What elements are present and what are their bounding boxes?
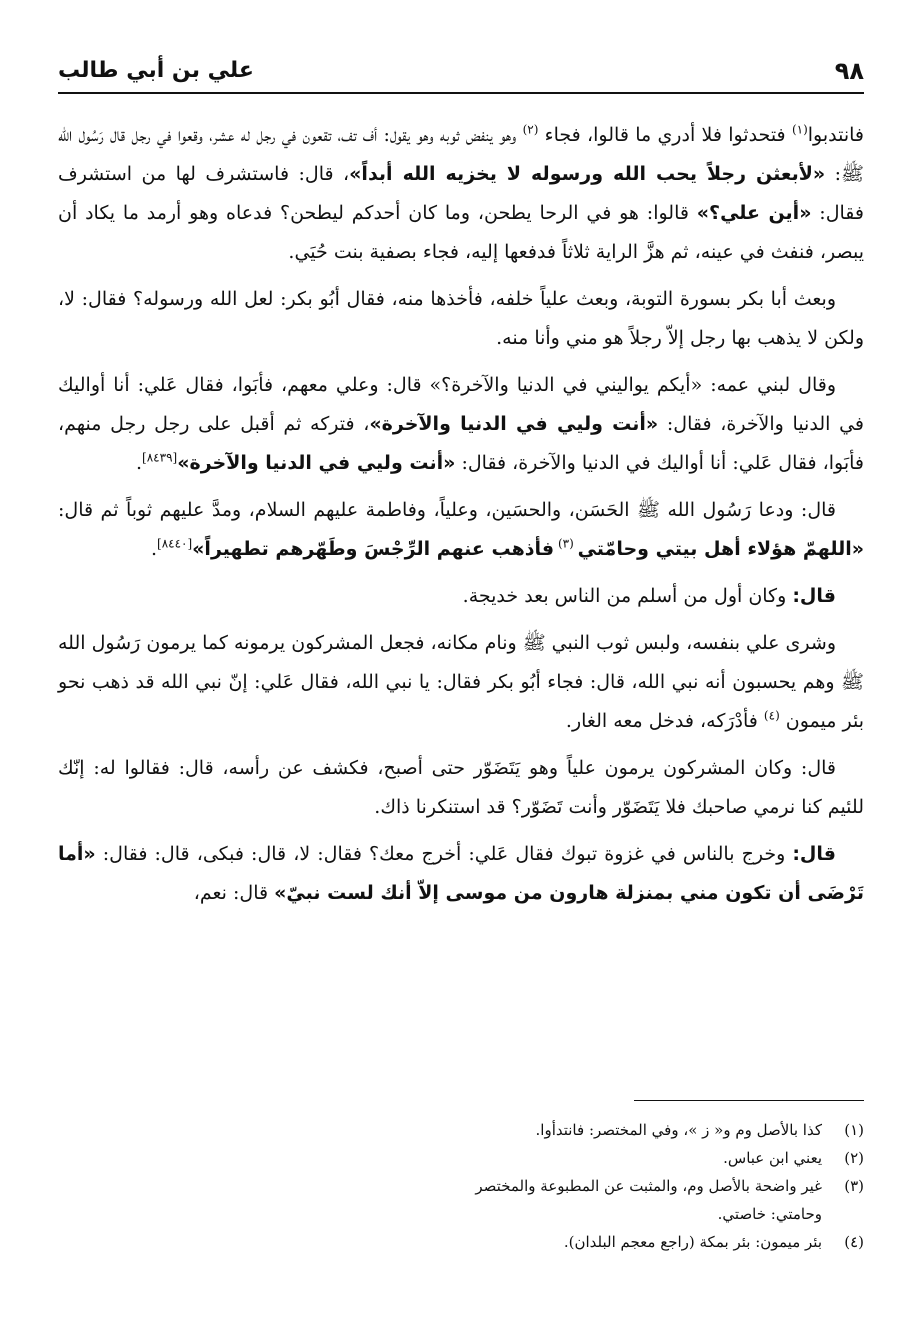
footnote-continuation: وحامتي: خاصتي. <box>717 1205 822 1223</box>
body-paragraph <box>58 577 864 616</box>
footnote <box>58 1116 864 1144</box>
text-run: فانتدبوا <box>807 124 865 146</box>
page-header <box>58 52 864 94</box>
body-paragraph <box>58 366 864 483</box>
text-run: وشرى علي بنفسه، ولبس ثوب النبي ﷺ ونام مكانه، فجعل المشركون يرمونه كما يرمون رَسُول الله ﷺ وهم يحسبون أنه نبي الله، قال: فجاء أبُو بكر فقال: يا نبي الله، فقال عَلي: إنّ نبي الله قد ذهب نحو بئر ميمون <box>58 632 864 732</box>
text-run: وكان أول من أسلم من الناس بعد خديجة. <box>462 585 793 607</box>
body-paragraph <box>58 280 864 358</box>
footnote-number: (٢) <box>844 1149 864 1167</box>
text-run: وهو ينفض ثوبه وهو يقول: أف تف، تقعون في رجل له عشر، وقعوا في رجل قال رَسُول الله ﷺ: <box>58 124 865 185</box>
emphasized-text: قال: <box>792 843 836 865</box>
text-run: . <box>150 538 157 560</box>
footnote <box>58 1144 864 1172</box>
body-paragraph <box>58 491 864 569</box>
text-run: قال: وكان المشركون يرمون علياً وهو يَتَضَوّر حتى أصبح، فكشف عن رأسه، قال: فقالوا له: إنّك للئيم كنا نرمي صاحبك فلا يَتَضَوّر وأنت تَضَوّر؟ قد استنكرنا ذاك. <box>58 757 864 818</box>
footnote-reference: (٢) <box>522 122 539 137</box>
running-title: علي بن أبي طالب <box>58 58 254 83</box>
footnote <box>58 1172 864 1200</box>
body-paragraph <box>58 116 864 272</box>
emphasized-text: «لأبعثن رجلاً يحب الله ورسوله لا يخزيه الله أبداً» <box>349 163 826 185</box>
footnotes <box>58 1116 864 1256</box>
footnote-reference: [٨٤٣٩] <box>142 450 178 465</box>
body-paragraph <box>58 624 864 741</box>
text-run: ، فتركه ثم أقبل على رجل رجل منهم، فأبَوا، فقال عَلي: أنا أواليك في الدنيا والآخرة، فقال: <box>58 413 864 474</box>
text-run: وبعث أبا بكر بسورة التوبة، وبعث علياً خلفه، فأخذها منه، فقال أبُو بكر: لعل الله ورسوله؟ فقال: لا، ولكن لا يذهب بها رجل إلاّ رجلاً هو مني وأنا منه. <box>58 288 864 349</box>
text-run: وخرج بالناس في غزوة تبوك فقال عَلي: أخرج معك؟ فقال: لا، قال: فبكى، قال: فقال: <box>95 843 793 865</box>
emphasized-text: قال: <box>792 585 836 607</box>
footnote-reference: [٨٤٤٠] <box>157 536 193 551</box>
emphasized-text: «أنت وليي في الدنيا والآخرة» <box>177 452 456 474</box>
footnote-number: (٣) <box>844 1177 864 1195</box>
page-number: ٩٨ <box>834 57 864 85</box>
footnote-number: (٤) <box>844 1233 864 1251</box>
footnote-divider <box>634 1100 864 1101</box>
footnote-reference: (١) <box>791 122 808 137</box>
emphasized-text: «أين علي؟» <box>696 202 812 224</box>
emphasized-text: «أما تَرْضَى أن تكون مني بمنزلة هارون من موسى إلاّ أنك لست نبيّ» <box>58 843 864 904</box>
emphasized-text: فأذهب عنهم الرِّجْسَ وطَهّرهم تطهيراً» <box>192 538 555 560</box>
body-paragraph <box>58 835 864 913</box>
text-run: فأدْرَكه، فدخل معه الغار. <box>565 710 764 732</box>
emphasized-text: «أنت وليي في الدنيا والآخرة» <box>369 413 659 435</box>
body-paragraph <box>58 749 864 827</box>
text-run: قال: ودعا رَسُول الله ﷺ الحَسَن، والحسَين، وعلياً، وفاطمة عليهم السلام، ومدَّ عليهم ثوباً ثم قال: <box>58 499 836 521</box>
footnote-text: يعني ابن عباس. <box>723 1149 822 1167</box>
footnote-number: (١) <box>844 1121 864 1139</box>
footnote-reference: (٤) <box>763 708 780 723</box>
footnote-text: غير واضحة بالأصل وم، والمثبت عن المطبوعة والمختصر <box>475 1177 822 1195</box>
text-run: ، قال: فاستشرف لها من استشرف فقال: <box>58 163 864 224</box>
text-run: فتحدثوا فلا أدري ما قالوا، فجاء <box>538 124 792 146</box>
footnote-text: كذا بالأصل وم و« ز »، وفي المختصر: فانتدأوا. <box>535 1121 822 1139</box>
footnote-text: بئر ميمون: بئر بمكة (راجع معجم البلدان). <box>563 1233 822 1251</box>
text-run: قالوا: هو في الرحا يطحن، وما كان أحدكم ليطحن؟ فدعاه وهو أرمد ما يكاد أن يبصر، فنفث في عينه، ثم هزَّ الراية ثلاثاً فدفعها إليه، فجاء بصفية بنت حُيَي. <box>58 202 864 263</box>
text-run: قال: نعم، <box>193 882 275 904</box>
text-run: وقال لبني عمه: «أيكم يواليني في الدنيا والآخرة؟» قال: وعلي معهم، فأبَوا، فقال عَلي: أنا أواليك في الدنيا والآخرة، فقال: <box>58 374 864 435</box>
footnote <box>58 1228 864 1256</box>
emphasized-text: «اللهمّ هؤلاء أهل بيتي وحامّتي <box>577 538 864 560</box>
text-run: . <box>136 452 143 474</box>
footnote-reference: (٣) <box>554 536 578 551</box>
body-text <box>58 116 864 921</box>
